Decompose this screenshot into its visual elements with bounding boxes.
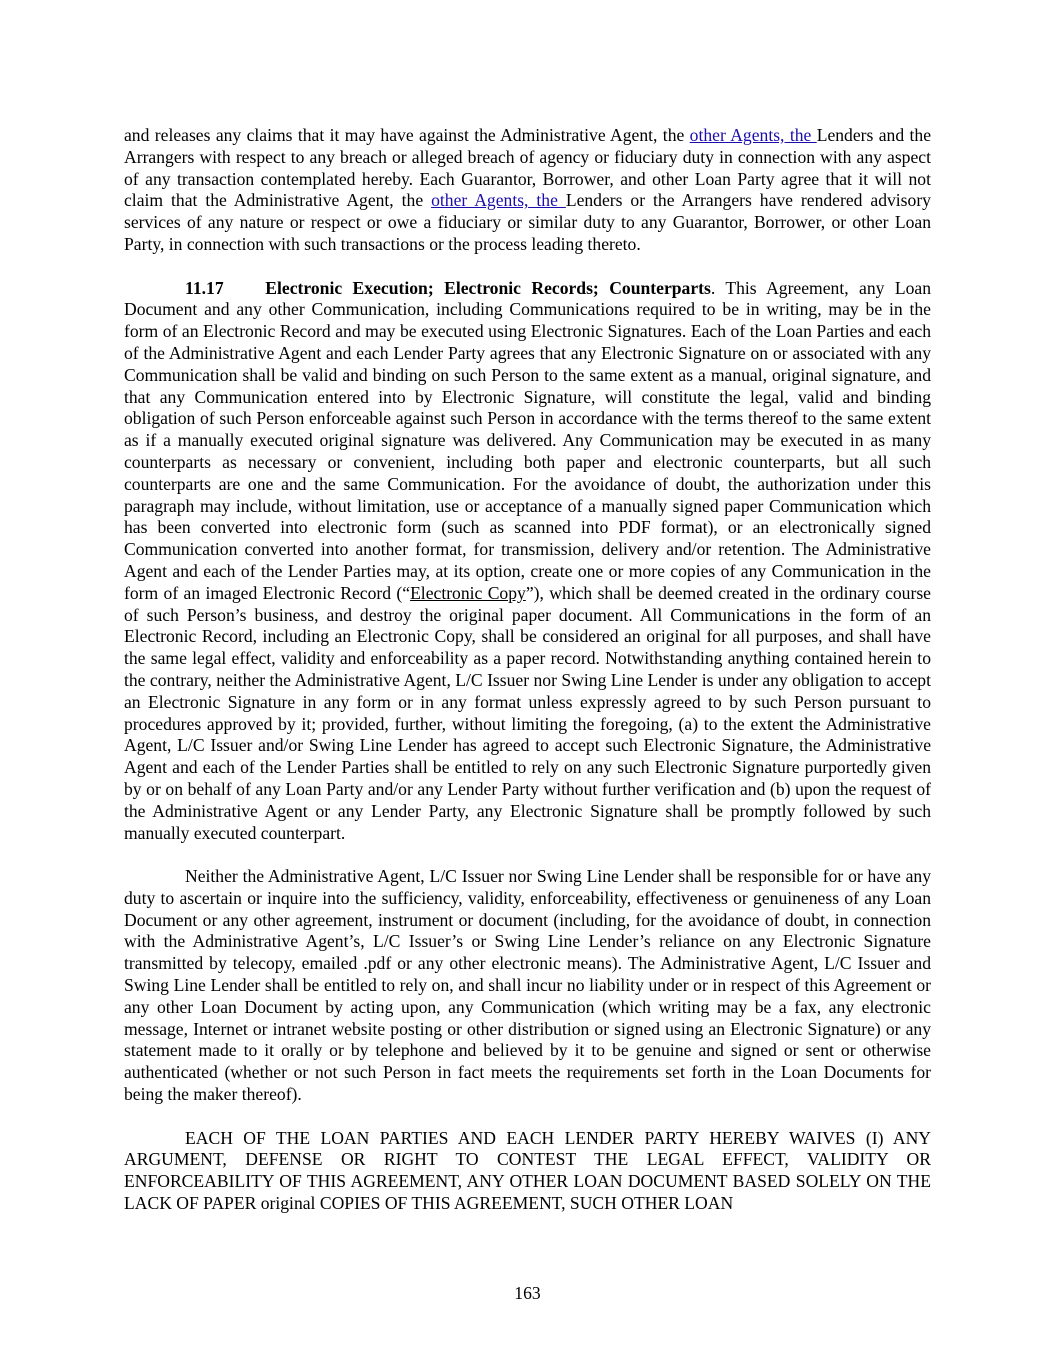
paragraph-advisory-waiver	[124, 125, 931, 256]
section-11-17-paragraph	[124, 278, 931, 845]
paragraph-text: Lenders or the Arrangers have rendered advisory services of any nature or respect or owe a fiduciary or similar duty to any Guarantor, Borrower, or other Loan Party, in connection with such transactions or the process leading thereto.	[124, 190, 931, 254]
paragraph-waiver-caps: EACH OF THE LOAN PARTIES AND EACH LENDER PARTY HEREBY WAIVES (I) ANY ARGUMENT, DEFENSE OR RIGHT TO CONTEST THE LEGAL EFFECT, VALIDITY OR ENFORCEABILITY OF THIS AGREEMENT, ANY OTHER LOAN DOCUMENT BASED SOLELY ON THE LACK OF PAPER original COPIES OF THIS AGREEMENT, SUCH OTHER LOAN	[124, 1127, 931, 1214]
paragraph-text: ”), which shall be deemed created in the ordinary course of such Person’s business, and destroy the original paper document. All Communications in the form of an Electronic Record, including an Electronic Copy, shall be considered an original for all purposes, and shall have the same legal effect, validity and enforceability as a paper record. Notwithstanding anything contained herein to the contrary, neither the Administrative Agent, L/C Issuer nor Swing Line Lender is under any obligation to accept an Electronic Signature in any form or in any format unless expressly agreed to by such Person pursuant to procedures approved by it; provided, further, without limiting the foregoing, (a) to the extent the Administrative Agent, L/C Issuer and/or Swing Line Lender has agreed to accept such Electronic Signature, the Administrative Agent and each of the Lender Parties shall be entitled to rely on any such Electronic Signature purportedly given by or on behalf of any Loan Party and/or any Lender Party without further verification and (b) upon the request of the Administrative Agent or any Lender Party, any Electronic Signature shall be promptly followed by such manually executed counterpart.	[124, 582, 931, 843]
defined-term-electronic-copy: Electronic Copy	[410, 582, 526, 603]
other-agents-link[interactable]: other Agents, the	[431, 190, 566, 211]
paragraph-text: Lenders and the Arrangers with respect to any breach or alleged breach of agency or fiduciary duty in connection with any aspect of any transaction contemplated hereby. Each Guarantor, Borrower, and other Loan Party agree that it will not claim that the Administrative Agent, the	[124, 125, 931, 211]
other-agents-link[interactable]: other Agents, the	[689, 125, 817, 145]
paragraph-text: and releases any claims that it may have against the Administrative Agent, the	[124, 125, 690, 145]
document-page	[124, 125, 931, 1237]
section-title: Electronic Execution; Electronic Records; Counterparts	[265, 277, 711, 298]
section-number: 11.17	[185, 277, 224, 298]
page-number: 163	[514, 1283, 541, 1303]
paragraph-text: . This Agreement, any Loan Document and any other Communication, including Communications required to be in writing, may be in the form of an Electronic Record and may be executed using Electronic Signatures. Each of the Loan Parties and each of the Administrative Agent and each Lender Party agrees that any Electronic Signature on or associated with any Communication shall be valid and binding on such Person to the same extent as a manual, original signature, and that any Communication entered into by Electronic Signature, will constitute the legal, valid and binding obligation of such Person enforceable against such Person in accordance with the terms thereof to the same extent as if a manually executed original signature was delivered. Any Communication may be executed in as many counterparts as necessary or convenient, including both paper and electronic counterparts, but all such counterparts are one and the same Communication. For the avoidance of doubt, the authorization under this paragraph may include, without limitation, use or acceptance of a manually signed paper Communication which has been converted into electronic form (such as scanned into PDF format), or an electronically signed Communication converted into another format, for transmission, delivery and/or retention. The Administrative Agent and each of the Lender Parties may, at its option, create one or more copies of any Communication in the form of an imaged Electronic Record (“	[124, 277, 932, 603]
paragraph-no-duty-to-ascertain: Neither the Administrative Agent, L/C Issuer nor Swing Line Lender shall be responsible for or have any duty to ascertain or inquire into the sufficiency, validity, enforceability, effectiveness or genuineness of any Loan Document or any other agreement, instrument or document (including, for the avoidance of doubt, in connection with the Administrative Agent’s, L/C Issuer’s or Swing Line Lender’s reliance on any Electronic Signature transmitted by telecopy, emailed .pdf or any other electronic means). The Administrative Agent, L/C Issuer and Swing Line Lender shall be entitled to rely on, and shall incur no liability under or in respect of this Agreement or any other Loan Document by acting upon, any Communication (which writing may be a fax, any electronic message, Internet or intranet website posting or other distribution or signed using an Electronic Signature) or any statement made to it orally or by telephone and believed by it to be genuine and signed or sent or otherwise authenticated (whether or not such Person in fact meets the requirements set forth in the Loan Documents for being the maker thereof).	[124, 866, 931, 1105]
